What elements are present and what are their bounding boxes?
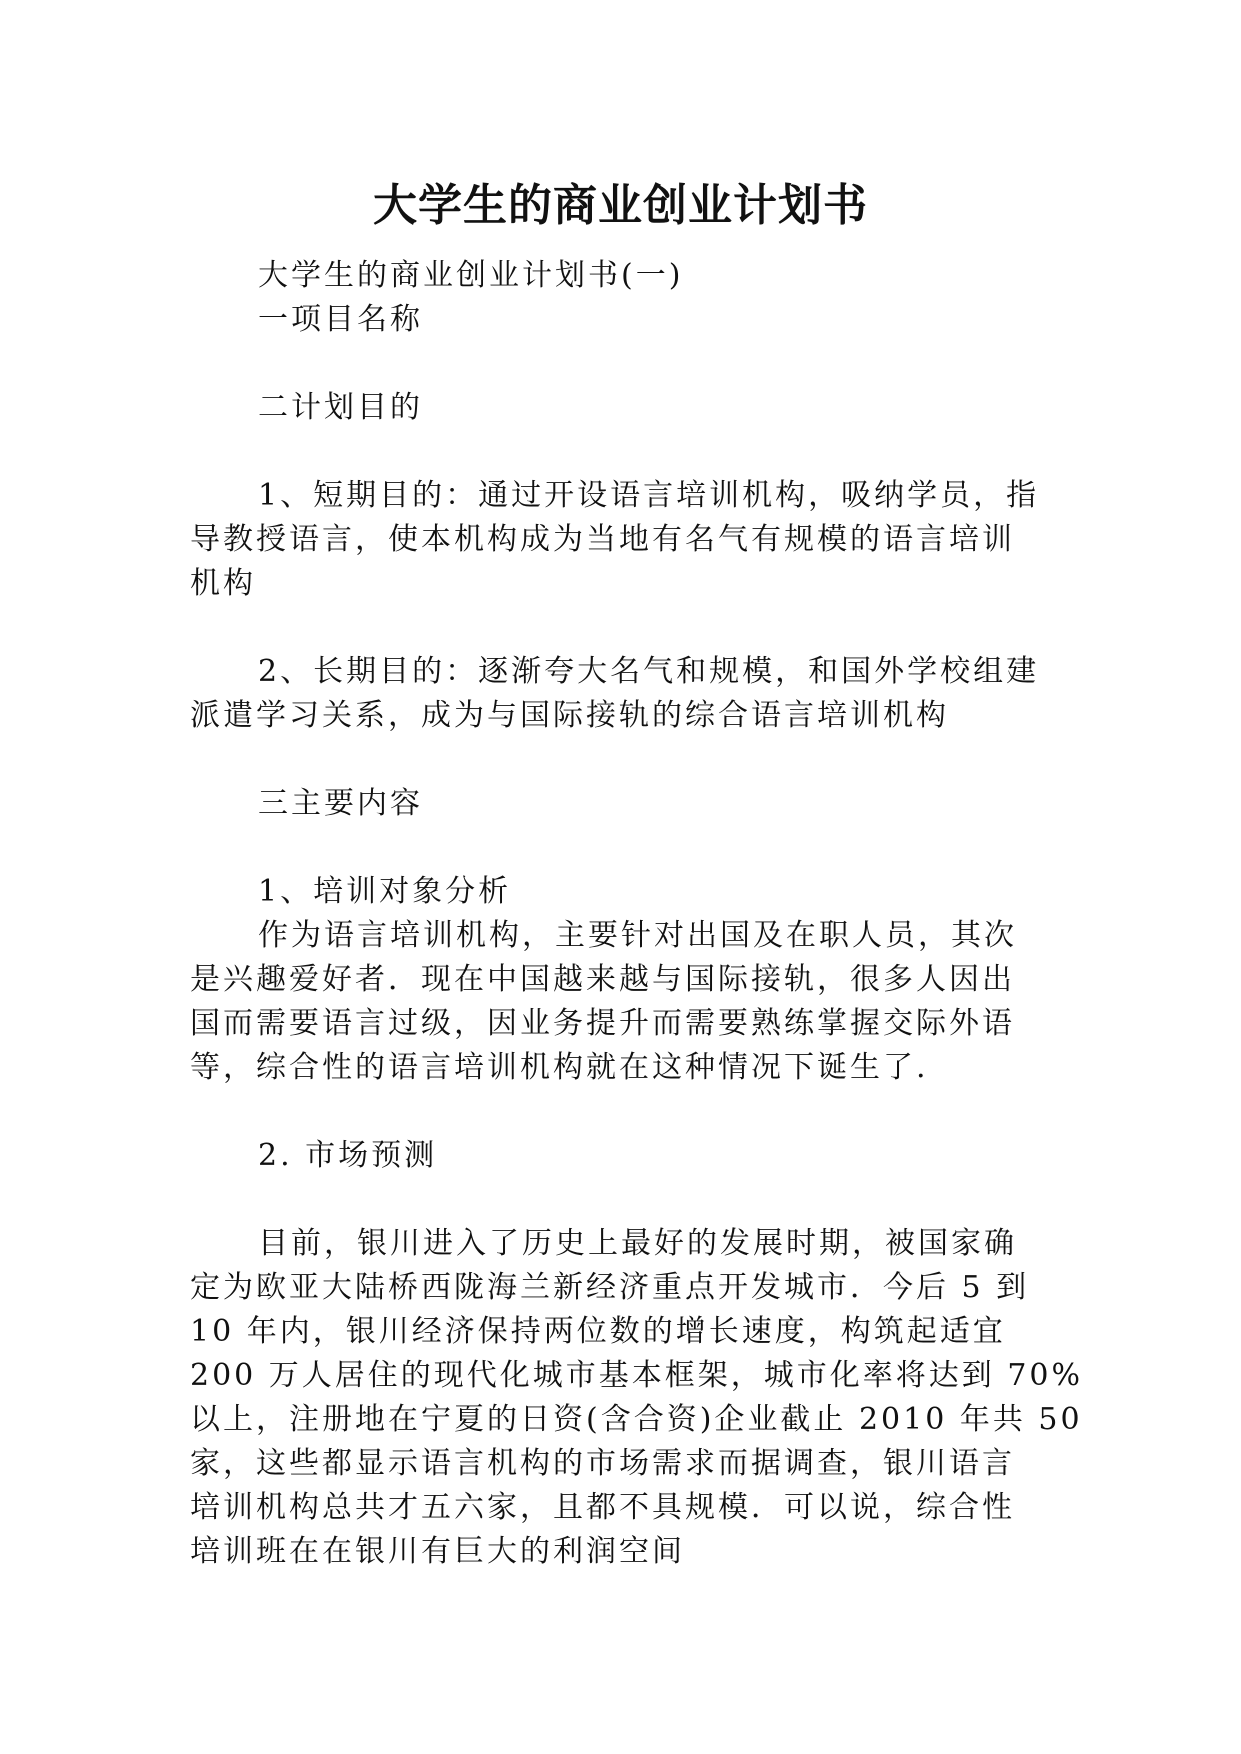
market-forecast-line: 以上，注册地在宁夏的日资(含合资)企业截止 2010 年共 50 bbox=[190, 1402, 1083, 1437]
market-forecast-line: 家，这些都显示语言机构的市场需求而据调查，银川语言 bbox=[190, 1446, 1015, 1481]
blank-line bbox=[190, 826, 1050, 870]
market-forecast-line: 200 万人居住的现代化城市基本框架，城市化率将达到 70% bbox=[190, 1358, 1084, 1393]
market-forecast-line: 培训机构总共才五六家，且都不具规模．可以说，综合性 bbox=[190, 1490, 1015, 1525]
blank-line bbox=[190, 738, 1050, 782]
blank-line bbox=[190, 342, 1050, 386]
blank-line bbox=[190, 606, 1050, 650]
document-title: 大学生的商业创业计划书 bbox=[373, 180, 868, 231]
market-forecast-line: 目前，银川进入了历史上最好的发展时期，被国家确 bbox=[258, 1226, 1017, 1261]
blank-line bbox=[190, 1178, 1050, 1222]
target-analysis-line: 是兴趣爱好者．现在中国越来越与国际接轨，很多人因出 bbox=[190, 962, 1015, 997]
blank-line bbox=[190, 1090, 1050, 1134]
long-term-goal-line: 派遣学习关系，成为与国际接轨的综合语言培训机构 bbox=[190, 698, 949, 733]
section-heading-main-content: 三主要内容 bbox=[258, 786, 423, 821]
short-term-goal-line: 1、短期目的：通过开设语言培训机构，吸纳学员，指 bbox=[258, 478, 1040, 513]
short-term-goal-line: 导教授语言，使本机构成为当地有名气有规模的语言培训 bbox=[190, 522, 1015, 557]
market-forecast-line: 定为欧亚大陆桥西陇海兰新经济重点开发城市．今后 5 到 bbox=[190, 1270, 1030, 1305]
section-heading-project-name: 一项目名称 bbox=[258, 302, 423, 337]
market-forecast-line: 10 年内，银川经济保持两位数的增长速度，构筑起适宜 bbox=[190, 1314, 1006, 1349]
document-body bbox=[190, 254, 1084, 1574]
blank-line bbox=[190, 430, 1050, 474]
long-term-goal-line: 2、长期目的：逐渐夸大名气和规模，和国外学校组建 bbox=[258, 654, 1040, 689]
short-term-goal-line: 机构 bbox=[190, 566, 256, 601]
target-analysis-line: 作为语言培训机构，主要针对出国及在职人员，其次 bbox=[258, 918, 1017, 953]
subsection-heading-market-forecast: 2. 市场预测 bbox=[258, 1138, 438, 1173]
target-analysis-line: 等，综合性的语言培训机构就在这种情况下诞生了. bbox=[190, 1050, 929, 1085]
section-heading-plan-purpose: 二计划目的 bbox=[258, 390, 423, 425]
subtitle: 大学生的商业创业计划书(一) bbox=[258, 258, 684, 293]
target-analysis-line: 国而需要语言过级，因业务提升而需要熟练掌握交际外语 bbox=[190, 1006, 1015, 1041]
market-forecast-line: 培训班在在银川有巨大的利润空间 bbox=[190, 1534, 685, 1569]
subsection-heading-target-analysis: 1、培训对象分析 bbox=[258, 874, 512, 909]
